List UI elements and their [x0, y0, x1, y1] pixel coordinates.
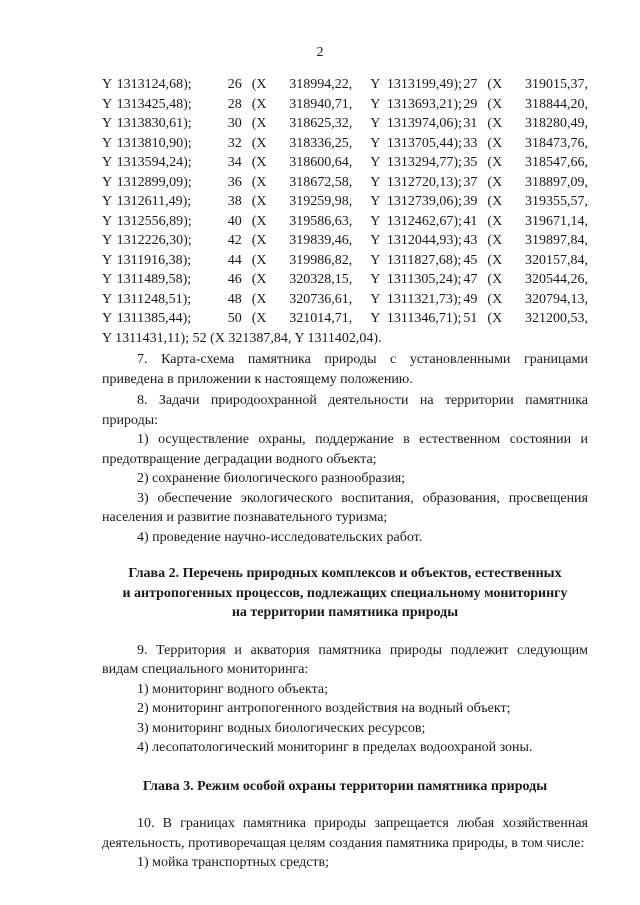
x-value: 320794,13, [525, 291, 588, 307]
y-value: 1312611,49); [116, 194, 192, 209]
point-number: 28 [227, 96, 242, 112]
y-value-text: 1312720,13); [386, 174, 462, 190]
chapter-2-heading-line: на территории памятника природы [231, 605, 459, 620]
point-number: 27 [463, 77, 478, 92]
x-value: 319015,37, [525, 77, 588, 92]
y-value-text: 1313974,06); [386, 116, 462, 131]
y-prefix: Y [102, 135, 113, 151]
y-prefix: Y [370, 96, 380, 112]
x-prefix: (X [251, 272, 267, 287]
x-prefix: (X [251, 174, 267, 190]
chapter-3-heading: Глава 3. Режим особой охраны территории памятника природы [142, 778, 548, 794]
y-prefix: Y [102, 194, 113, 209]
y-value [352, 192, 462, 212]
coordinate-row [102, 290, 588, 310]
x-prefix: (X [487, 291, 503, 307]
point-number: 46 [227, 272, 242, 287]
y-value: 1312226,30); [116, 233, 192, 248]
y-prefix: Y [102, 213, 113, 229]
x-prefix: (X [251, 291, 267, 307]
point-number: 31 [463, 116, 478, 131]
y-value-text: 1311321,73); [386, 291, 462, 307]
y-value [352, 270, 462, 290]
y-value [352, 134, 462, 154]
y-value-text: 1313705,44); [386, 135, 462, 151]
y-value-text: 1313199,49); [386, 77, 462, 92]
y-prefix: Y [102, 116, 113, 131]
y-prefix: Y [102, 272, 113, 287]
y-value [352, 290, 462, 310]
x-value: 318280,49, [525, 116, 588, 131]
paragraph-9: 9. Территория и акватория памятника природы подлежит следующим видам специального мониторинга: [102, 642, 588, 677]
list-item: 1) мойка транспортных средств; [137, 855, 330, 870]
y-prefix: Y [102, 252, 113, 268]
x-prefix: (X [487, 77, 503, 92]
point-number: 36 [227, 174, 242, 190]
y-value: 1312556,89); [116, 213, 192, 229]
y-prefix: Y [102, 174, 113, 190]
x-value: 318473,76, [525, 135, 588, 151]
x-value: 319671,14, [525, 213, 588, 229]
point-number: 33 [463, 135, 478, 151]
x-prefix: (X [487, 174, 503, 190]
paragraph-7: 7. Карта-схема памятника природы с установленными границами приведена в приложении к настоящему положению. [102, 352, 588, 387]
y-value: 1311916,38); [116, 252, 192, 268]
list-item: 4) проведение научно-исследовательских работ. [137, 529, 423, 545]
y-value [352, 95, 462, 115]
x-prefix: (X [487, 213, 503, 229]
point-number: 29 [463, 96, 478, 112]
list-item: 3) обеспечение экологического воспитания, образования, просвещения населения и развитие познавательного туризма; [102, 490, 588, 525]
point-number: 41 [463, 213, 478, 229]
coordinate-row [102, 270, 588, 290]
x-prefix: (X [251, 96, 267, 112]
y-value: 1313810,90); [116, 135, 192, 151]
list-item: 2) сохранение биологического разнообразия; [137, 471, 406, 486]
coordinate-row [102, 95, 588, 115]
x-prefix: (X [251, 252, 267, 268]
x-prefix: (X [487, 272, 503, 287]
list-item: 4) лесопатологический мониторинг в пределах водоохраной зоны. [137, 740, 533, 755]
y-value-text: 1312044,93); [386, 233, 462, 248]
y-value-text: 1311305,24); [386, 272, 462, 287]
x-value: 319259,98, [289, 194, 353, 209]
x-value: 318897,09, [525, 174, 588, 190]
y-value: 1313830,61); [116, 116, 192, 131]
point-number: 47 [463, 272, 478, 287]
x-prefix: (X [487, 194, 503, 209]
coordinate-row [102, 114, 588, 134]
y-value [352, 114, 462, 134]
y-value-text: 1312739,06); [386, 194, 462, 209]
y-value [352, 75, 462, 95]
point-number: 40 [227, 213, 242, 229]
coordinates-table [102, 75, 588, 329]
x-value: 320544,26, [525, 272, 588, 287]
y-value: 1311248,51); [116, 291, 192, 307]
x-prefix: (X [487, 311, 503, 326]
point-number: 26 [227, 77, 242, 92]
x-prefix: (X [251, 311, 267, 326]
y-value: 1313425,48); [116, 96, 192, 112]
point-number: 34 [227, 155, 242, 170]
x-prefix: (X [251, 194, 267, 209]
x-value: 318844,20, [525, 96, 588, 112]
coordinate-row [102, 212, 588, 232]
y-prefix: Y [370, 213, 380, 229]
y-value: 1312899,09); [116, 174, 192, 190]
point-number: 39 [463, 194, 478, 209]
x-value: 320328,15, [289, 272, 353, 287]
x-value: 320736,61, [289, 291, 353, 307]
x-prefix: (X [487, 116, 503, 131]
x-value: 321200,53, [525, 311, 588, 326]
x-value: 321014,71, [289, 311, 353, 326]
chapter-2-heading-line: Глава 2. Перечень природных комплексов и объектов, естественных [128, 566, 562, 581]
coordinate-row [102, 231, 588, 251]
y-prefix: Y [370, 155, 380, 170]
list-item: 2) мониторинг антропогенного воздействия на водный объект; [137, 701, 511, 716]
coordinate-row [102, 309, 588, 329]
point-number: 42 [227, 233, 242, 248]
coordinate-row [102, 251, 588, 271]
point-number: 32 [227, 135, 242, 151]
page-number: 2 [316, 45, 324, 60]
x-prefix: (X [487, 96, 503, 112]
x-prefix: (X [487, 233, 503, 248]
x-value: 320157,84, [525, 252, 588, 268]
y-value-text: 1313294,77); [386, 155, 462, 170]
x-value: 318940,71, [289, 96, 353, 112]
point-number: 44 [227, 252, 242, 268]
y-value [352, 251, 462, 271]
x-value: 318600,64, [289, 155, 353, 170]
coordinate-row [102, 75, 588, 95]
y-prefix: Y [370, 174, 380, 190]
point-number: 51 [463, 311, 478, 326]
x-value: 318625,32, [289, 116, 353, 131]
y-value [352, 153, 462, 173]
point-number: 37 [463, 174, 478, 190]
x-prefix: (X [251, 233, 267, 248]
x-value: 319986,82, [289, 252, 353, 268]
y-prefix: Y [102, 96, 113, 112]
point-number: 48 [227, 291, 242, 307]
y-prefix: Y [370, 77, 380, 92]
x-value: 318672,58, [289, 174, 353, 190]
y-prefix: Y [370, 291, 380, 307]
x-value: 319586,63, [289, 213, 353, 229]
y-prefix: Y [370, 311, 380, 326]
x-value: 319355,57, [525, 194, 588, 209]
y-prefix: Y [102, 291, 113, 307]
y-prefix: Y [370, 194, 380, 209]
y-value: 1311489,58); [116, 272, 192, 287]
y-prefix: Y [370, 116, 380, 131]
x-prefix: (X [251, 77, 267, 92]
x-value: 318994,22, [289, 77, 353, 92]
y-value: 1313594,24); [116, 155, 192, 170]
y-value [352, 231, 462, 251]
point-number: 50 [227, 311, 242, 326]
y-value-text: 1311827,68); [386, 252, 462, 268]
point-number: 38 [227, 194, 242, 209]
y-value-text: 1313693,21); [386, 96, 462, 112]
y-prefix: Y [102, 77, 113, 92]
paragraph-8: 8. Задачи природоохранной деятельности на территории памятника природы: [102, 393, 588, 428]
chapter-2-heading [102, 564, 588, 623]
y-prefix: Y [102, 155, 113, 170]
x-prefix: (X [251, 155, 267, 170]
x-value: 318547,66, [525, 155, 588, 170]
y-prefix: Y [370, 252, 380, 268]
document-body [102, 75, 588, 873]
x-value: 319839,46, [289, 233, 353, 248]
y-prefix: Y [370, 135, 380, 151]
y-value [352, 309, 462, 329]
list-item: 3) мониторинг водных биологических ресурсов; [137, 720, 426, 736]
coordinate-row [102, 173, 588, 193]
x-value: 319897,84, [525, 233, 588, 248]
paragraph-10: 10. В границах памятника природы запрещается любая хозяйственная деятельность, противоречащая целям создания памятника природы, в том числе: [102, 816, 588, 851]
point-number: 30 [227, 116, 242, 131]
point-number: 43 [463, 233, 478, 248]
x-prefix: (X [251, 135, 267, 151]
y-value: 1313124,68); [116, 77, 192, 92]
y-prefix: Y [102, 311, 113, 326]
y-value-text: 1311346,71); [386, 311, 462, 326]
y-prefix: Y [370, 233, 380, 248]
point-number: 35 [463, 155, 478, 170]
point-number: 45 [463, 252, 478, 268]
y-prefix: Y [370, 272, 380, 287]
list-item: 1) осуществление охраны, поддержание в естественном состоянии и предотвращение деградации водного объекта; [102, 432, 588, 467]
coordinate-row [102, 153, 588, 173]
coordinates-tail: Y 1311431,11); 52 (X 321387,84, Y 1311402,04). [102, 330, 382, 346]
list-item: 1) мониторинг водного объекта; [137, 681, 329, 697]
coordinate-row [102, 192, 588, 212]
x-prefix: (X [487, 135, 503, 151]
coordinate-row [102, 134, 588, 154]
chapter-2-heading-line: и антропогенных процессов, подлежащих специальному мониторингу [122, 585, 568, 601]
y-value [352, 173, 462, 193]
y-value-text: 1312462,67); [386, 213, 462, 229]
x-prefix: (X [251, 116, 267, 131]
point-number: 49 [463, 291, 478, 307]
x-prefix: (X [487, 252, 503, 268]
y-value [352, 212, 462, 232]
x-value: 318336,25, [289, 135, 353, 151]
y-prefix: Y [102, 233, 113, 248]
x-prefix: (X [487, 155, 503, 170]
y-value: 1311385,44); [116, 311, 192, 326]
x-prefix: (X [251, 213, 267, 229]
